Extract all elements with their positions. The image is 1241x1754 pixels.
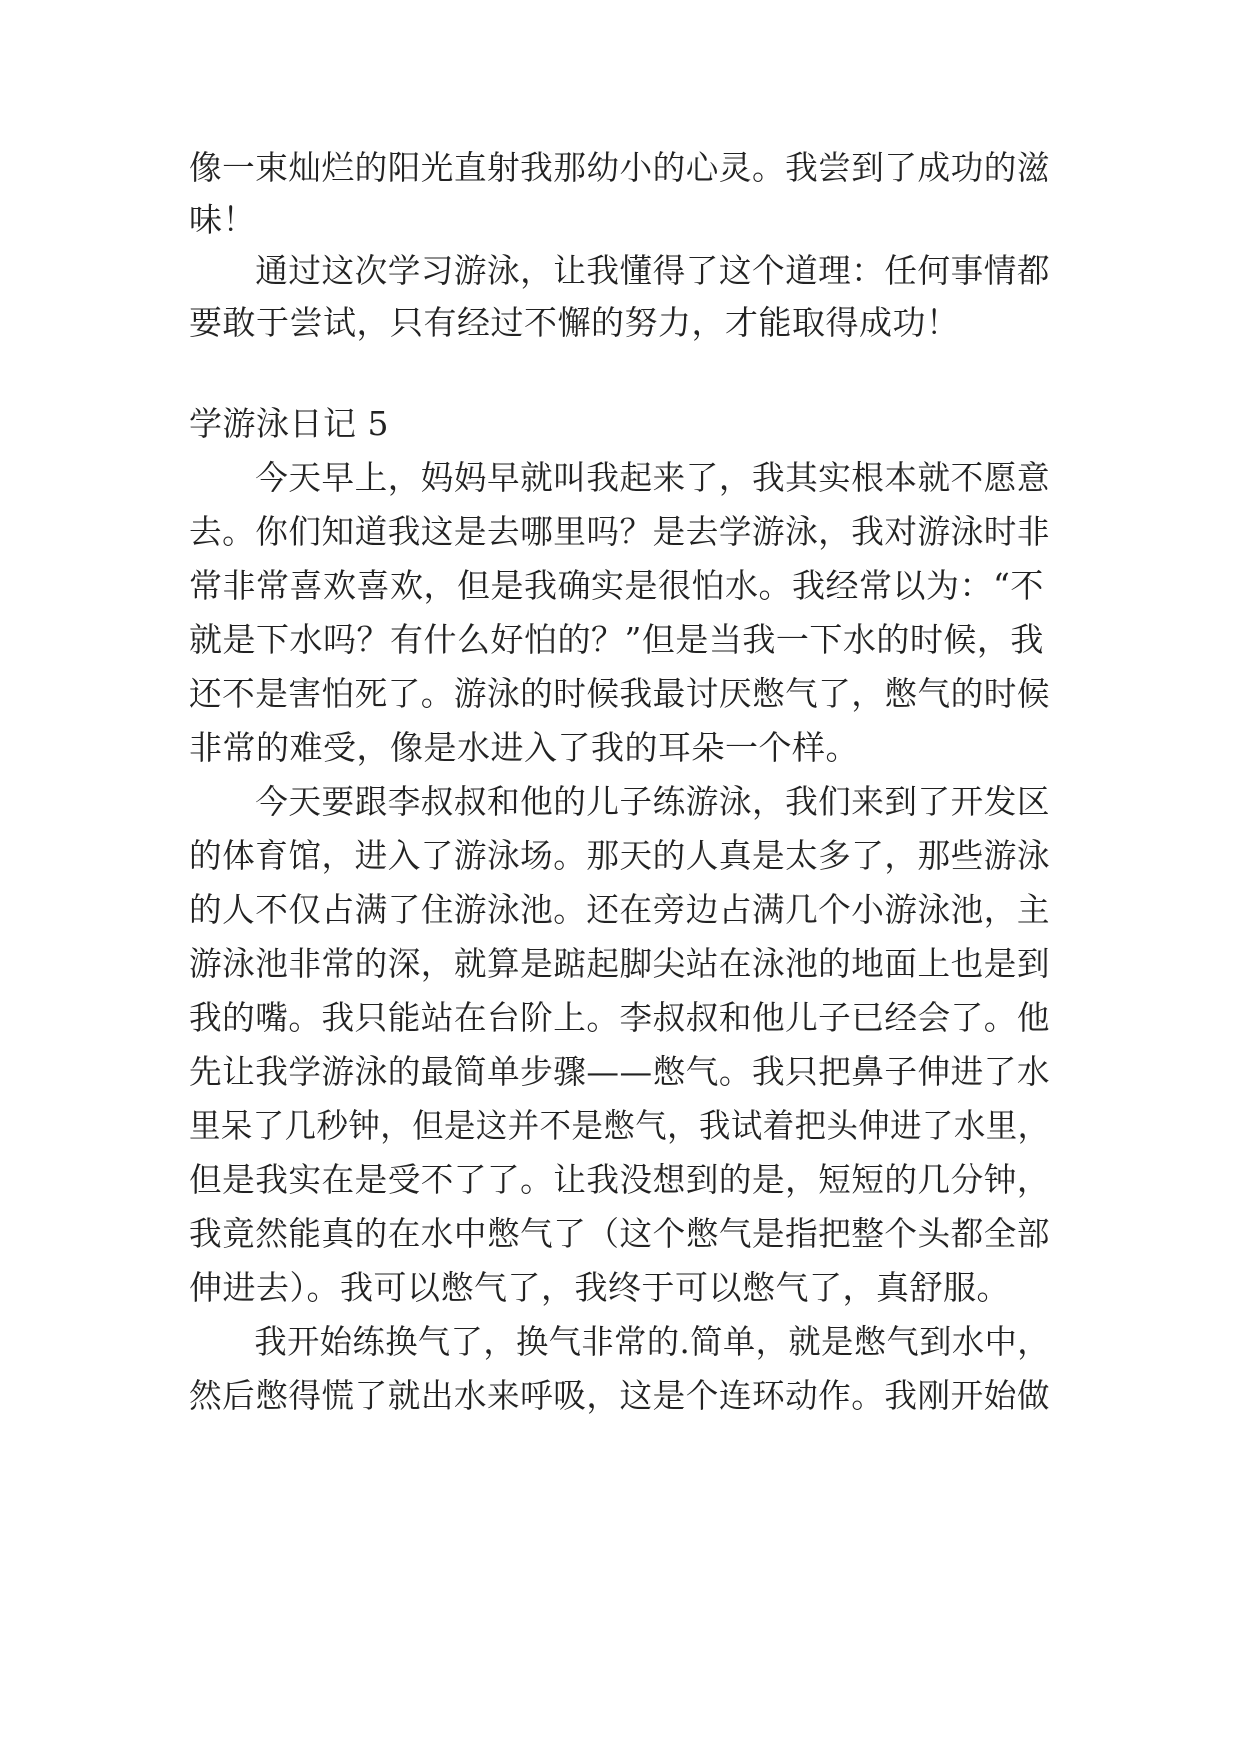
text-line: 的体育馆，进入了游泳场。那天的人真是太多了，那些游泳 <box>189 836 1050 875</box>
text-line: 我开始练换气了，换气非常的.简单，就是憋气到水中， <box>189 1322 1051 1361</box>
text-line: 我竟然能真的在水中憋气了（这个憋气是指把整个头都全部 <box>189 1214 1050 1253</box>
text-line: 非常的难受，像是水进入了我的耳朵一个样。 <box>189 728 859 767</box>
text-line: 还不是害怕死了。游泳的时候我最讨厌憋气了，憋气的时候 <box>189 674 1050 713</box>
text-line: 里呆了几秒钟，但是这并不是憋气，我试着把头伸进了水里， <box>189 1106 1050 1145</box>
text-line: 的人不仅占满了住游泳池。还在旁边占满几个小游泳池，主 <box>189 890 1050 929</box>
text-line: 伸进去）。我可以憋气了，我终于可以憋气了，真舒服。 <box>189 1268 1010 1307</box>
text-line: 通过这次学习游泳，让我懂得了这个道理：任何事情都 <box>189 251 1050 290</box>
text-line: 今天要跟李叔叔和他的儿子练游泳，我们来到了开发区 <box>189 782 1050 821</box>
section-title: 学游泳日记 5 <box>189 404 389 443</box>
text-line: 今天早上，妈妈早就叫我起来了，我其实根本就不愿意 <box>189 458 1050 497</box>
text-line: 味！ <box>189 200 256 239</box>
text-line: 先让我学游泳的最简单步骤——憋气。我只把鼻子伸进了水 <box>189 1052 1050 1091</box>
text-line: 就是下水吗？有什么好怕的？”但是当我一下水的时候，我 <box>189 620 1044 659</box>
text-line: 常非常喜欢喜欢，但是我确实是很怕水。我经常以为：“不 <box>189 566 1044 605</box>
text-line: 我的嘴。我只能站在台阶上。李叔叔和他儿子已经会了。他 <box>189 998 1050 1037</box>
text-line: 去。你们知道我这是去哪里吗？是去学游泳，我对游泳时非 <box>189 512 1050 551</box>
text-line: 游泳池非常的深，就算是踮起脚尖站在泳池的地面上也是到 <box>189 944 1050 983</box>
text-line: 像一束灿烂的阳光直射我那幼小的心灵。我尝到了成功的滋 <box>189 148 1050 187</box>
text-line: 然后憋得慌了就出水来呼吸，这是个连环动作。我刚开始做 <box>189 1376 1050 1415</box>
text-line: 但是我实在是受不了了。让我没想到的是，短短的几分钟， <box>189 1160 1050 1199</box>
text-line: 要敢于尝试，只有经过不懈的努力，才能取得成功！ <box>189 303 960 342</box>
